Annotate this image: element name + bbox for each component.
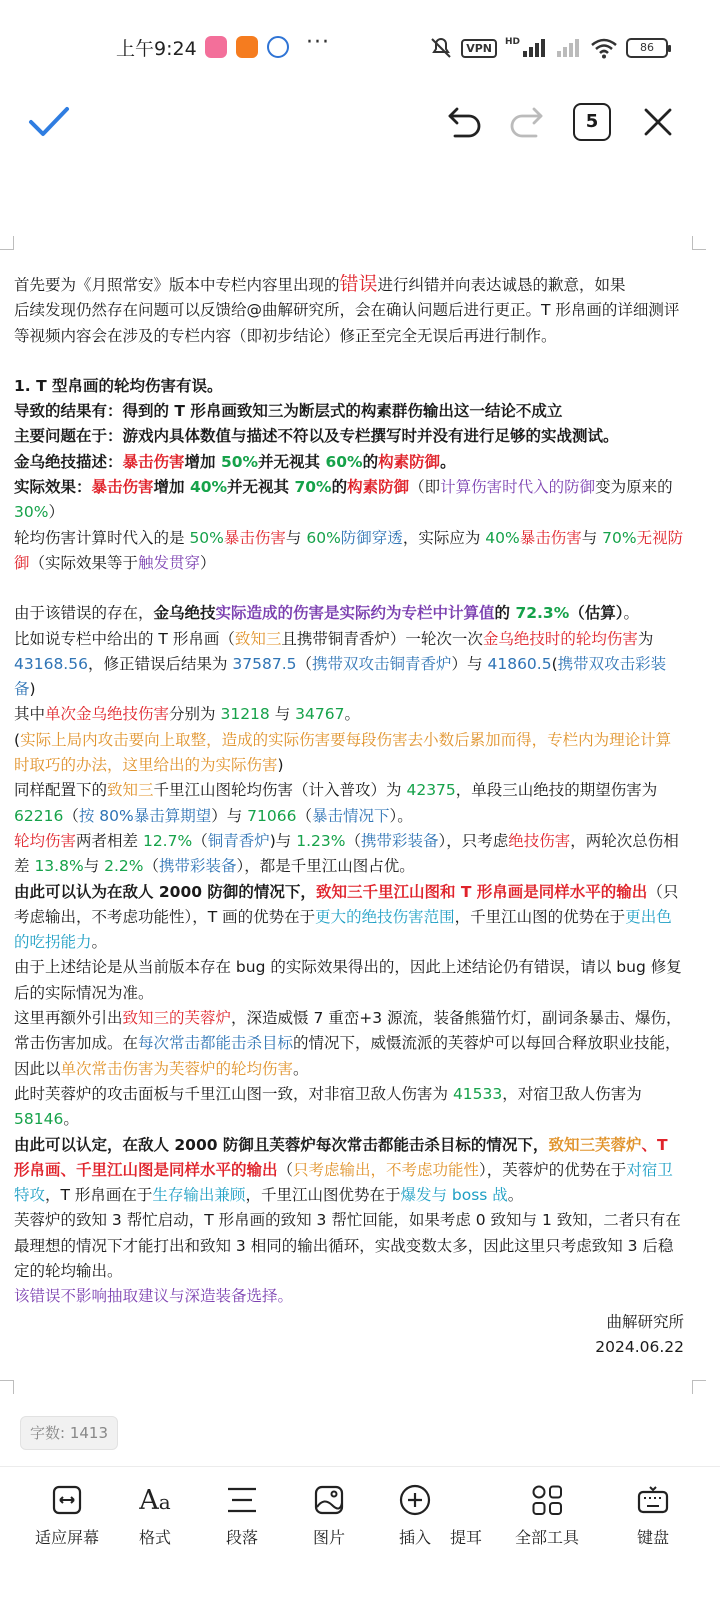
text-run: ，T 形帛画在于 <box>45 1186 153 1205</box>
image-icon <box>314 1485 344 1515</box>
text-run: ）与 <box>211 806 248 825</box>
redo-icon <box>508 105 544 139</box>
status-time: 上午9:24 <box>116 38 197 60</box>
text-run: 轮均伤害计算时代入的是 <box>14 528 190 547</box>
text-run: ，深造威慑 7 重峦+3 源流，装备熊猫竹灯，副词条暴击、爆伤，常击伤害加成。在 <box>14 1009 682 1053</box>
text-run: 绝技伤害 <box>508 831 571 850</box>
paragraph <box>14 424 684 449</box>
text-run: ） <box>48 503 64 522</box>
bottom-bar-label: 键盘 <box>636 1528 669 1547</box>
text-run: 60% <box>306 528 341 547</box>
text-run: 实际造成的伤害是实际约为专栏中计算值 <box>215 604 495 623</box>
paragraph <box>14 880 684 956</box>
text-run: ）。 <box>389 806 413 825</box>
section-2 <box>14 601 684 1309</box>
text-run: （ <box>296 806 312 825</box>
text-run: 与 <box>285 528 307 547</box>
text-run: ），只考虑 <box>438 831 509 850</box>
text-run: ，两轮次总伤相差 <box>14 831 679 876</box>
text-run: 为 <box>637 629 654 648</box>
text-run: ( <box>551 654 558 673</box>
text-run: 50% <box>220 452 259 471</box>
text-run: （ <box>143 857 160 876</box>
signal-icon <box>522 38 548 58</box>
format-icon: Aa <box>139 1484 171 1516</box>
text-run: 同样配置下的 <box>14 781 108 800</box>
extract-icon <box>451 1485 481 1515</box>
mute-icon <box>429 36 453 60</box>
text-run: 携带彩装备 <box>159 857 237 876</box>
text-run: 致知三 <box>107 781 154 800</box>
bottom-bar-label: 插入 <box>398 1528 431 1547</box>
text-run: 2.2% <box>104 857 144 876</box>
text-run: （估算） <box>569 604 624 623</box>
bottom-bar-label: 提耳 <box>449 1528 482 1547</box>
text-run: 70% <box>294 478 332 497</box>
text-run: 60% <box>325 452 363 471</box>
text-run: 。 <box>507 1186 524 1205</box>
signature: 曲解研究所 <box>606 1312 684 1331</box>
paragraph <box>14 1133 684 1209</box>
paragraph <box>14 298 684 349</box>
bottom-bar-label: 图片 <box>312 1528 345 1547</box>
text-run: 58146 <box>14 1110 64 1129</box>
text-run: 分别为 <box>169 705 221 724</box>
text-run: 并无视其 <box>227 478 295 497</box>
text-run: 71066 <box>247 806 297 825</box>
text-run: ，修正错误后结果为 <box>87 654 233 673</box>
paragraph <box>14 728 684 779</box>
wifi-icon <box>590 37 618 59</box>
text-run: 增加 <box>153 478 190 497</box>
hd-label: HD <box>504 37 520 47</box>
text-run: 、T 形帛画、千里江山图是同样水平的输出 <box>14 1135 668 1179</box>
all-tools-icon <box>531 1484 563 1516</box>
paragraph <box>14 829 684 880</box>
page-corner-mark <box>692 236 706 250</box>
tab-count: 5 <box>573 103 611 141</box>
text-run: ，千里江山图优势在于 <box>245 1186 401 1205</box>
section-1 <box>14 374 684 576</box>
insert-icon <box>399 1484 431 1516</box>
text-run: 这里再额外引出 <box>14 1009 123 1028</box>
text-run: 62216 <box>14 806 64 825</box>
text-run: （即 <box>409 478 441 497</box>
text-run: ），都是千里江山图占优。 <box>236 857 415 876</box>
text-run: 1.23% <box>296 831 346 850</box>
paragraph <box>14 399 684 424</box>
extract-button[interactable] <box>438 1481 494 1548</box>
text-run: 41533 <box>452 1084 503 1103</box>
fit-screen-icon <box>52 1485 82 1515</box>
text-run: 40% <box>189 478 228 497</box>
text-run: 并无视其 <box>258 452 326 471</box>
text-run: 暴击伤害 <box>519 528 582 547</box>
bilibili-app-icon <box>205 36 227 58</box>
intro-section <box>14 272 684 349</box>
text-run: （ <box>192 831 208 850</box>
word-count-badge: 字数: 1413 <box>20 1416 118 1450</box>
text-run: 43168.56 <box>14 654 88 673</box>
text-run: 两者相差 <box>76 831 143 850</box>
text-run: 实际效果： <box>14 478 92 497</box>
close-button[interactable] <box>638 92 678 152</box>
text-run: 13.8% <box>34 857 84 876</box>
text-run: 72.3% <box>515 604 570 623</box>
text-run: 无视防御 <box>14 528 684 572</box>
text-run: 单次金乌绝技伤害 <box>45 705 170 724</box>
text-run: 更大的绝技伤害范围 <box>315 907 455 926</box>
text-run: 铜青香炉 <box>207 831 270 850</box>
text-run: 导致的结果有：得到的 T 形帛画致知三为断层式的构素群伤输出这一结论不成立 <box>14 402 563 421</box>
text-run: 12.7% <box>142 831 193 850</box>
text-run: 触发贯穿 <box>138 553 201 572</box>
text-run: 由于上述结论是从当前版本存在 bug 的实际效果得出的，因此上述结论仍有错误，请以 bug 修复后的实际情况为准。 <box>14 958 682 1002</box>
text-run: 暴击伤害 <box>122 452 185 471</box>
text-run: 对宿卫特攻 <box>14 1160 673 1205</box>
bottom-toolbar <box>0 1466 720 1600</box>
paragraph <box>14 1082 684 1133</box>
text-run: 按 80%暴击算期望 <box>78 806 212 825</box>
text-run: 。 <box>623 604 640 623</box>
text-run: 更出色的吃拐能力 <box>14 907 672 952</box>
text-run: 且携带铜青香炉）一轮次一次 <box>281 629 483 648</box>
more-notifications-icon: ··· <box>306 30 330 55</box>
redo-button[interactable] <box>505 92 547 152</box>
video-app-icon <box>236 36 258 58</box>
text-run: ，千里江山图的优势在于 <box>454 907 626 926</box>
text-run: 变为原来的 <box>595 478 673 497</box>
text-run: 41860.5 <box>487 654 552 673</box>
fit-screen-button[interactable] <box>22 1481 112 1548</box>
text-run: 只考虑输出，不考虑功能性 <box>293 1160 480 1179</box>
paragraph <box>14 702 684 727</box>
text-run: 。 <box>63 1110 79 1129</box>
text-run: ，实际应为 <box>402 528 486 547</box>
bottom-bar-label: 适应屏幕 <box>34 1528 99 1547</box>
text-run: 进行纠错并向表达诚恳的歉意，如果 <box>377 276 626 294</box>
text-run: 其中 <box>14 705 46 724</box>
text-run: 70% <box>602 528 637 547</box>
paragraph-icon <box>226 1486 258 1514</box>
text-run: 。 <box>344 705 360 724</box>
confirm-button[interactable] <box>24 92 74 152</box>
text-run: 34767 <box>295 705 345 724</box>
vpn-badge: VPN <box>461 39 497 58</box>
text-run: （实际效果等于 <box>29 553 139 572</box>
text-run: 50% <box>189 528 224 547</box>
text-run: ) <box>277 756 284 775</box>
status-right-group <box>429 36 668 60</box>
text-run: 爆发与 boss 战 <box>400 1186 508 1205</box>
text-run: ) <box>29 680 36 699</box>
text-run: （ <box>296 654 313 673</box>
paragraph <box>14 955 684 1006</box>
paragraph <box>14 778 684 829</box>
page-corner-mark <box>692 1380 706 1394</box>
text-run: 错误 <box>339 273 378 295</box>
text-run: 暴击情况下 <box>311 806 390 825</box>
top-toolbar <box>0 92 720 162</box>
paragraph <box>14 450 684 475</box>
text-run: ），芙蓉炉的优势在于 <box>479 1160 627 1179</box>
text-run: 金乌绝技描述： <box>14 452 123 471</box>
text-run: 构素防御 <box>378 452 441 471</box>
text-run: 由于该错误的存在， <box>14 604 154 623</box>
page-corner-mark <box>0 236 14 250</box>
text-run: （ <box>63 806 79 825</box>
format-button[interactable] <box>110 1481 200 1548</box>
text-run: 的 <box>331 478 348 497</box>
text-run: 40% <box>485 528 520 547</box>
image-button[interactable] <box>284 1481 374 1548</box>
text-run: 携带双攻击铜青香炉 <box>312 654 452 673</box>
paragraph <box>14 1208 684 1284</box>
paragraph <box>14 475 684 526</box>
text-run: 。 <box>91 933 108 952</box>
paragraph <box>14 526 684 577</box>
text-run: 主要问题在于：游戏内具体数值与描述不符以及专栏撰写时并没有进行足够的实战测试。 <box>14 427 619 446</box>
tab-count-button[interactable] <box>570 92 614 152</box>
text-run: 千里江山图轮均伤害（计入普攻）为 <box>153 781 407 800</box>
text-run: 37587.5 <box>232 654 297 673</box>
text-run: 。 <box>440 452 456 471</box>
map-app-icon <box>267 36 289 58</box>
text-run: ，单段三山绝技的期望伤害为 <box>455 781 658 800</box>
bottom-bar-label: 格式 <box>138 1528 171 1547</box>
text-run: 金乌绝技时的轮均伤害 <box>482 629 638 648</box>
page-corner-mark <box>0 1380 14 1394</box>
text-run: （ <box>277 1160 294 1179</box>
paragraph <box>14 272 684 298</box>
text-run: 携带双攻击彩装备 <box>14 654 667 699</box>
text-run: 致知三千里江山图和 T 形帛画是同样水平的输出 <box>315 882 648 901</box>
bottom-bar-label: 段落 <box>225 1528 258 1547</box>
text-run: 芙蓉炉的致知 3 帮忙启动，T 形帛画的致知 3 帮忙回能，如果考虑 0 致知与 1 致知，二者只有在最理想的情况下才能打出和致知 3 相同的输出循环，实战变数太多，因此这里只考虑致知 3 后稳定的轮均输出。 <box>14 1211 681 1280</box>
text-run: 计算伤害时代入的防御 <box>440 478 596 497</box>
paragraph <box>14 627 684 703</box>
text-run: 的 <box>362 452 379 471</box>
battery-icon: 86 <box>626 38 668 58</box>
text-run: 与 <box>581 528 603 547</box>
text-run: 。 <box>293 1059 309 1078</box>
text-run: 生存输出兼顾 <box>152 1186 246 1205</box>
undo-icon <box>447 105 483 139</box>
text-run: 轮均伤害 <box>14 831 77 850</box>
text-run: 防御穿透 <box>340 528 403 547</box>
paragraph <box>14 1006 684 1082</box>
text-run: 30% <box>14 503 49 522</box>
text-run: （只考虑输出，不考虑功能性），T 画的优势在于 <box>14 882 679 926</box>
text-run: 由此可以认定，在敌人 2000 防御且芙蓉炉每次常击都能击杀目标的情况下， <box>14 1135 549 1154</box>
checkmark-icon <box>27 104 71 140</box>
text-run: 31218 <box>220 705 270 724</box>
text-run: 由此可以认为在敌人 2000 防御的情况下， <box>14 882 316 901</box>
text-run: 该错误不影响抽取建议与深造装备选择。 <box>14 1287 294 1306</box>
bottom-bar-label: 全部工具 <box>514 1528 579 1547</box>
text-run: （ <box>345 831 361 850</box>
paragraph <box>14 1284 684 1309</box>
text-run: 的 <box>494 604 516 623</box>
text-run: ） <box>200 553 216 572</box>
keyboard-icon <box>637 1485 669 1515</box>
document-body[interactable] <box>14 272 684 1360</box>
text-run: 与 <box>83 857 105 876</box>
paragraph-button[interactable] <box>197 1481 287 1548</box>
text-run: 后续发现仍然存在问题可以反馈给@曲解研究所，会在确认问题后进行更正。T 形帛画的详细测评等视频内容会在涉及的专栏内容（即初步结论）修正至完全无误后再进行制作。 <box>14 301 680 345</box>
text-run: ）与 <box>451 654 488 673</box>
text-run: 首先要为《月照常安》版本中专栏内容里出现的 <box>14 276 340 294</box>
paragraph <box>14 601 684 626</box>
text-run: 构素防御 <box>347 478 410 497</box>
text-run: 致知三 <box>234 629 282 648</box>
text-run: 单次常击伤害为芙蓉炉的轮均伤害 <box>60 1059 294 1078</box>
text-run: 的情况下，威慑流派的芙蓉炉可以每回合释放职业技能，因此以 <box>14 1034 681 1078</box>
all-tools-button[interactable] <box>502 1481 592 1548</box>
text-run: 比如说专栏中给出的 T 形帛画（ <box>14 629 235 648</box>
close-icon <box>642 106 674 138</box>
text-run: 42375 <box>406 781 456 800</box>
text-run: 1. T 型帛画的轮均伤害有误。 <box>14 376 223 395</box>
text-run: 实际上局内攻击要向上取整，造成的实际伤害要每段伤害去小数后累加而得，专栏内为理论计算时取巧的办法，这里给出的为实际伤害 <box>14 730 672 775</box>
text-run: 金乌绝技 <box>153 604 216 623</box>
status-bar <box>0 0 720 92</box>
undo-button[interactable] <box>444 92 486 152</box>
paragraph <box>14 374 684 399</box>
text-run: 与 <box>269 705 296 724</box>
text-run: 此时芙蓉炉的攻击面板与千里江山图一致，对非宿卫敌人伤害为 <box>14 1084 453 1103</box>
keyboard-button[interactable] <box>608 1481 698 1548</box>
text-run: ( <box>14 730 21 749</box>
text-run: )与 <box>269 831 297 850</box>
document-date: 2024.06.22 <box>595 1337 684 1356</box>
text-run: 暴击伤害 <box>91 478 154 497</box>
text-run: 携带彩装备 <box>360 831 439 850</box>
text-run: 每次常击都能击杀目标 <box>138 1034 294 1053</box>
text-run: 暴击伤害 <box>223 528 286 547</box>
text-run: ，对宿卫敌人伤害为 <box>502 1084 642 1103</box>
text-run: 致知三的芙蓉炉 <box>122 1009 232 1028</box>
signal-weak-icon <box>556 38 582 58</box>
text-run: 增加 <box>184 452 221 471</box>
text-run: 致知三芙蓉炉 <box>548 1135 642 1154</box>
